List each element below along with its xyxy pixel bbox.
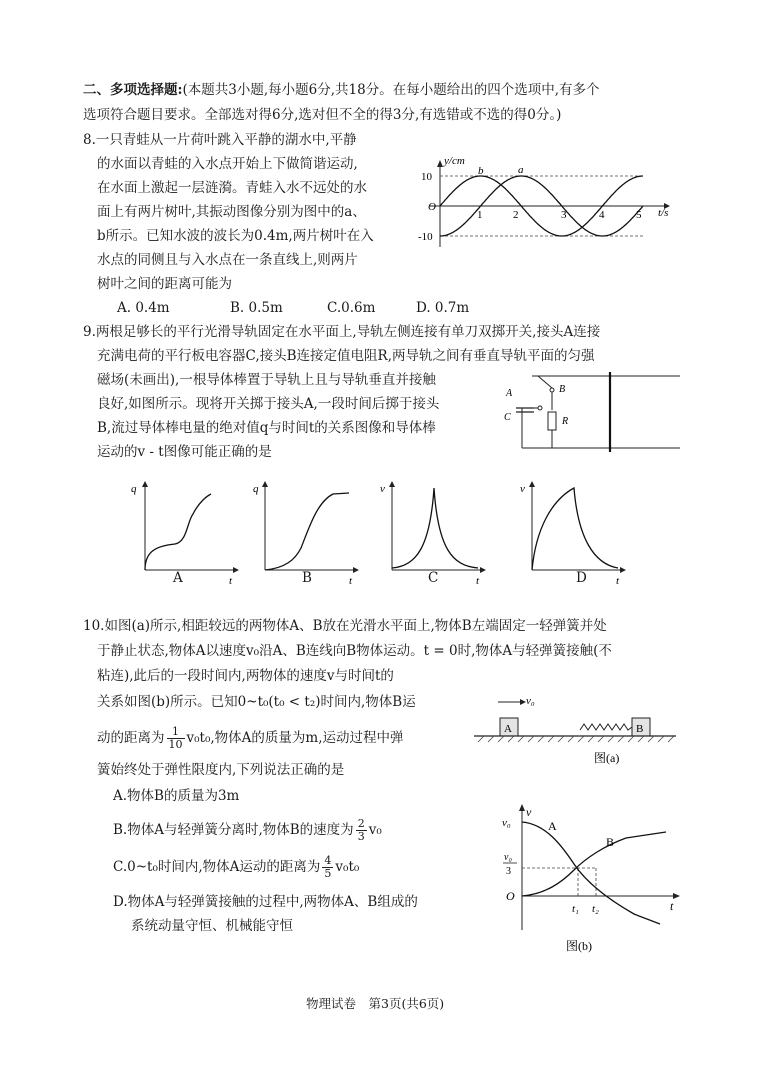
y-arrow bbox=[529, 481, 535, 487]
q9-graph-c-letter: C bbox=[428, 570, 439, 586]
q10-option-b[interactable] bbox=[113, 818, 382, 843]
page-footer: 物理试卷 第3页(共6页) bbox=[306, 996, 445, 1011]
curve-a bbox=[522, 822, 660, 924]
q10-line: 10.如图(a)所示,相距较远的两物体A、B放在光滑水平面上,物体B左端固定一轻弹簧并处 bbox=[83, 618, 607, 634]
x-label: t bbox=[670, 899, 674, 913]
q8-option-b[interactable]: B. 0.5m bbox=[230, 300, 283, 316]
x-tick-4: 4 bbox=[599, 209, 605, 221]
contact-a bbox=[538, 406, 542, 410]
x-arrow bbox=[480, 567, 486, 573]
x-tick-1: 1 bbox=[477, 209, 483, 221]
x-tick-5: 5 bbox=[636, 209, 642, 221]
q8-line: 8.一只青蛙从一片荷叶跳入平静的湖水中,平静 bbox=[83, 132, 357, 148]
resistor bbox=[548, 412, 556, 430]
q8-line: b所示。已知水波的波长为0.4m,两片树叶在入 bbox=[97, 228, 374, 244]
q9-graph-a-letter: A bbox=[173, 570, 183, 586]
q10-line: 粘连),此后的一段时间内,两物体的速度v与时间t的 bbox=[97, 668, 394, 684]
switch-arm bbox=[538, 376, 552, 388]
label-r: R bbox=[562, 416, 569, 427]
q10-line-5b: v₀t₀,物体A的质量为m,运动过程中弹 bbox=[186, 730, 404, 746]
fraction-4-5 bbox=[322, 855, 333, 880]
q9-line: B,流过导体棒电量的绝对值q与时间t的关系图像和导体棒 bbox=[97, 420, 436, 436]
fraction-1-10 bbox=[167, 726, 185, 751]
x-arrow bbox=[233, 567, 239, 573]
q9-graph-b-letter: B bbox=[302, 570, 312, 586]
q9-line: 磁场(未画出),一根导体棒置于导轨上且与导轨垂直并接触 bbox=[97, 372, 436, 388]
curve bbox=[392, 488, 478, 568]
y-label: q bbox=[253, 483, 259, 495]
q8-line: 水点的同侧且与入水点在一条直线上,则两片 bbox=[97, 252, 358, 268]
fraction-2-3 bbox=[356, 818, 367, 843]
label-c: C bbox=[504, 412, 511, 423]
y-label: v bbox=[526, 805, 532, 819]
curve-b-label: B bbox=[606, 835, 615, 849]
q8-line: 面上有两片树叶,其振动图像分别为图中的a、 bbox=[97, 204, 366, 220]
q9-line: 运动的v - t图像可能正确的是 bbox=[97, 444, 272, 460]
q8-option-a[interactable]: A. 0.4m bbox=[117, 300, 170, 316]
q10-line: 簧始终处于弹性限度内,下列说法正确的是 bbox=[97, 762, 345, 778]
section-title: 二、多项选择题: bbox=[83, 82, 183, 98]
y-arrow bbox=[142, 481, 148, 487]
q10-figure-a bbox=[470, 690, 680, 770]
x-label: t bbox=[616, 575, 620, 587]
v0-over-3-numerator: v₀ bbox=[504, 852, 512, 863]
q10-option-a[interactable]: A.物体B的质量为3m bbox=[113, 788, 240, 804]
q10-option-d[interactable]: D.物体A与轻弹簧接触的过程中,两物体A、B组成的 bbox=[113, 894, 418, 910]
q8-option-c[interactable]: C.0.6m bbox=[327, 300, 376, 316]
x-arrow bbox=[620, 567, 626, 573]
q9-line: 良好,如图所示。现将开关掷于接头A,一段时间后掷于接头 bbox=[97, 396, 440, 412]
section-header bbox=[83, 80, 599, 100]
block-b-label: B bbox=[636, 723, 644, 735]
q10-line: 关系如图(b)所示。已知0~t₀(t₀ < t₂)时间内,物体B运 bbox=[97, 694, 416, 710]
x-axis-label: t/s bbox=[658, 207, 669, 219]
frac-numerator: 2 bbox=[357, 817, 365, 830]
y-arrow bbox=[389, 481, 395, 487]
curve-a-label: a bbox=[518, 164, 524, 176]
q10-figure-b bbox=[496, 798, 686, 958]
q10-option-c[interactable] bbox=[113, 855, 359, 880]
q10-line-5 bbox=[97, 726, 404, 751]
v0-label: v₀ bbox=[502, 817, 511, 829]
switch-pivot bbox=[550, 388, 554, 392]
spring bbox=[580, 724, 632, 730]
section-desc-1: (本题共3小题,每小题6分,共18分。在每小题给出的四个选项中,有多个 bbox=[182, 82, 600, 98]
q10-option-c-text: C.0~t₀时间内,物体A运动的距离为 bbox=[113, 859, 321, 875]
q10-line-5a: 动的距离为 bbox=[97, 730, 165, 746]
y-arrow bbox=[437, 160, 443, 167]
x-tick-2: 2 bbox=[513, 209, 519, 221]
x-tick-3: 3 bbox=[561, 209, 567, 221]
y-label: v bbox=[520, 483, 525, 495]
frac-denominator: 10 bbox=[168, 738, 183, 751]
x-arrow bbox=[353, 567, 359, 573]
t1-label: t₁ bbox=[572, 903, 579, 915]
x-label: t bbox=[476, 575, 480, 587]
q8-vibration-graph bbox=[418, 152, 680, 252]
figure-b-caption: 图(b) bbox=[566, 939, 592, 953]
q8-line: 树叶之间的距离可能为 bbox=[97, 276, 232, 292]
origin-label: O bbox=[428, 201, 436, 213]
y-arrow bbox=[519, 804, 525, 811]
q9-graph-d-letter: D bbox=[576, 570, 587, 586]
q10-option-c-tail: v₀t₀ bbox=[335, 859, 360, 875]
figure-a-caption: 图(a) bbox=[594, 751, 620, 765]
x-label: t bbox=[229, 575, 233, 587]
y-tick-neg10: -10 bbox=[418, 231, 433, 243]
y-label: q bbox=[131, 483, 137, 495]
frac-denominator: 5 bbox=[324, 867, 332, 880]
section-desc-2: 选项符合题目要求。全部选对得6分,选对但不全的得3分,有选错或不选的得0分。) bbox=[83, 107, 562, 123]
q9-graph-d[interactable] bbox=[512, 478, 632, 588]
q10-line: 于静止状态,物体A以速度v₀沿A、B连线向B物体运动。t = 0时,物体A与轻弹簧接触(不 bbox=[97, 643, 612, 659]
frac-numerator: 4 bbox=[324, 854, 332, 867]
y-label: v bbox=[380, 483, 385, 495]
q8-line: 在水面上激起一层涟漪。青蛙入水不远处的水 bbox=[97, 180, 367, 196]
curve-a-label: A bbox=[548, 819, 557, 833]
curve bbox=[532, 488, 618, 570]
t2-label: t₂ bbox=[592, 903, 599, 915]
v0-label: v₀ bbox=[526, 695, 535, 707]
ground-hatch bbox=[478, 736, 674, 742]
frac-numerator: 1 bbox=[167, 726, 185, 739]
q9-line: 9.两根足够长的平行光滑导轨固定在水平面上,导轨左侧连接有单刀双掷开关,接头A连接 bbox=[83, 324, 601, 340]
curve bbox=[145, 494, 211, 570]
curve-b-label: b bbox=[478, 165, 484, 177]
y-tick-10: 10 bbox=[421, 171, 432, 183]
frac-denominator: 3 bbox=[357, 830, 365, 843]
q9-graph-a[interactable] bbox=[125, 478, 245, 588]
q8-option-d[interactable]: D. 0.7m bbox=[416, 300, 470, 316]
q9-circuit-diagram bbox=[502, 368, 682, 452]
label-b: B bbox=[559, 384, 566, 395]
block-a-label: A bbox=[504, 723, 512, 735]
v0-over-3-denominator: 3 bbox=[506, 866, 511, 877]
q10-option-b-tail: v₀ bbox=[368, 822, 382, 838]
origin-label: O bbox=[506, 889, 515, 903]
curve bbox=[265, 493, 349, 570]
q10-option-d-cont: 系统动量守恒、机械能守恒 bbox=[131, 918, 293, 934]
q8-line: 的水面以青蛙的入水点开始上下做简谐运动, bbox=[97, 156, 358, 172]
x-arrow bbox=[673, 893, 680, 899]
y-axis-label: y/cm bbox=[444, 155, 465, 167]
x-label: t bbox=[349, 575, 353, 587]
y-arrow bbox=[262, 481, 268, 487]
q10-option-b-text: B.物体A与轻弹簧分离时,物体B的速度为 bbox=[113, 822, 354, 838]
q9-line: 充满电荷的平行板电容器C,接头B连接定值电阻R,两导轨之间有垂直导轨平面的匀强 bbox=[97, 348, 595, 364]
label-a: A bbox=[506, 388, 513, 399]
